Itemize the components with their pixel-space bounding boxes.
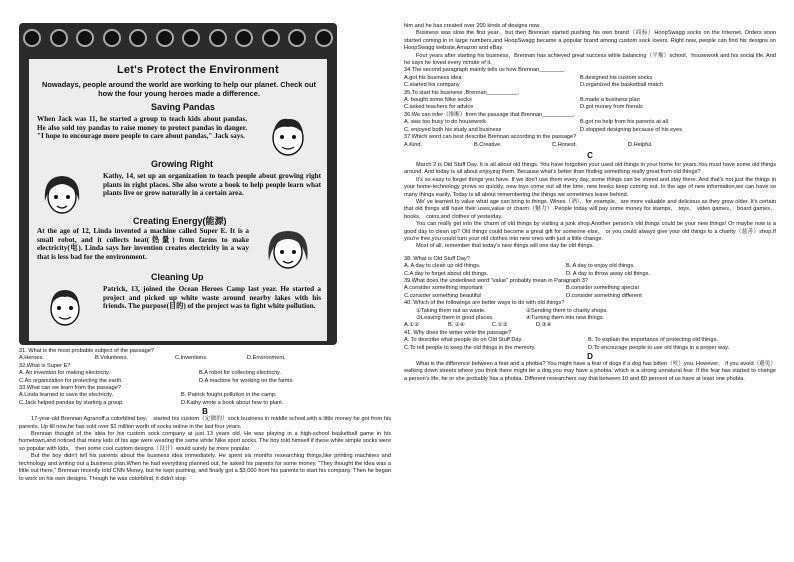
right-column [404,23,776,383]
option-d: D.organized the basketball match [580,82,664,89]
option-c: C.①③ [492,322,508,329]
question-33: 33.What can we learn from the passage? [19,385,121,392]
option-b: B.designed his custom socks [580,74,653,81]
question-41: 41. Why does the writer write the passage? [404,329,512,336]
question-37: 37.Which word can best describe Brennan according to the passage? [404,134,577,141]
options-36-row2 [404,127,776,134]
option-d: D.③④ [536,322,552,329]
option-b: B.got no help from his parents at all [580,119,668,126]
statements-40-row1 [404,308,776,315]
poster-text-3: At the age of 12, Linda invented a machine called Super E. It is a small robot, and it collects heat(热量) from farms to make electricity(电). Linda says her invention creates electricity in a way that is less bad for the environment. [37,227,249,261]
option-c: C.To tell people to keep the old things in the memory. [404,344,536,351]
ring-icon [209,29,227,47]
option-a: A.Kind. [404,141,423,148]
option-a: A.got his business idea [404,74,462,81]
option-b: B. ②④ [448,322,465,329]
option-c: C.started his company [404,82,460,89]
section-b-heading: B [202,407,208,417]
ring-icon [103,29,121,47]
poster-text-2: Kathy, 14, set up an organization to teach people about growing right plants in right places. She also wrote a book to help people learn what plants live or grow naturally in a certain area. [103,172,321,198]
question-36: 36.We can infer（推断）from the passage that Brennan__________. [404,111,575,118]
option-b: B.made a business plan [580,97,640,104]
option-a: A.①② [404,322,420,329]
poster-heading-4: Cleaning Up [151,272,204,282]
poster-photo [19,23,337,345]
option-b: B. Patrick fought pollution in the camp. [181,392,277,399]
option-d: D.Environment. [247,355,286,362]
option-b: B.Creative. [474,141,502,148]
question-38: 38. What is Old Stuff Day? [404,255,470,262]
options-41-row2 [404,345,776,352]
question-39: 39.What does the underlined word "value" probably mean in Paragraph 3? [404,278,589,284]
options-40 [404,322,776,329]
options-34-row2 [404,82,776,89]
passage-c-para-3: We' ve learned to value what age can bring to things. Wines（酒），for example，are more valuable and delicious as they grow older. It's certain that old things still have their uses,value or charm（魅力）.People today will pay some money for stamps， toys， video games， board games，books， coins,and clothes of yesterday. [404,198,776,220]
girl-face-icon [39,171,85,219]
option-d: D.stopped designing because of his eyes [580,126,682,133]
passage-d-para-1: What is the difference between a fear and a phobia? You might have a fear of dogs if a dog has bitten（咬）you. However， if you avoid（避免） walking down streets where you think there might be a dog,you may have a phobia, which is a strong unnatural fear. If the fear has started to change a person's life, he or she probably has a phobia. Different researchers say that between 10 and 80 percent of us have at least one phobia. [404,361,776,382]
poster-heading-2: Growing Right [151,159,213,169]
passage-c-para-2: It's so easy to forget things you have. If we don't use them every day, some things can be stored and stay there. And that's not just the things in your home-technology grows so quickly, new toys come out all the time, new books keep coming out. In the age of new information,we can have so many things easily. Today is all about remembering the things we sometimes leave behind. [404,176,776,198]
section-c-heading: C [587,150,593,160]
left-column [19,348,391,483]
ring-icon [129,29,147,47]
options-32-row2 [19,378,391,385]
question-34: 34.The second paragraph mainly tells us how Brennan________. [404,67,566,74]
option-a: A. To describe what people do on Old Stuff Day. [404,337,523,344]
ring-icon [156,29,174,47]
option-a: A.consider something important [404,285,483,292]
option-d: D.consider something different [566,292,642,299]
passage-c-para-4: You can really get into the charm of old things by visiting a junk shop.Another person's old things could be your new things! Or maybe now is a good day to clean up? Old things could become a great gift for someone else， or you could always give your old things to a charity（慈善）shop.If you're free,you could turn your old clothes into new ones with just a little change. [404,221,776,242]
passage-b-para-4: Business was slow the first year，but then Brennan started pushing his own brand（商标）HoopSwagg socks on the Internet. Orders soon started coming in in large numbers,and HoopSwagg became a popular brand among custom sock lovers. Right now, people can find his designs on HoopSwagg website,Amazon and eBay. [404,30,776,52]
option-c: C.An organization for protecting the earth. [19,377,123,384]
statement-4: ④Turning them into new things. [526,315,605,322]
option-a: A. was too busy to do housework [404,119,487,126]
poster-page [29,59,327,341]
linda-face-icon [263,225,313,275]
options-38-row2 [404,271,776,278]
option-c: C.A day to forget about old things. [404,270,489,277]
option-b: B. To explain the importance of protecting old things. [588,337,718,344]
option-d: D.Helpful. [628,141,653,148]
question-32: 32.What is Super E? [19,362,71,369]
option-c: C.Jack helped pandas by starting a group. [19,399,124,406]
statement-3: ③Leaving them in good places. [416,315,494,322]
poster-heading-1: Saving Pandas [151,102,216,112]
passage-b-para-5: Four years after starting his business，Brennan has achieved great success while balancing（平衡）school，housework and his social life. And he says he loved every minute of it. [404,52,776,67]
passage-c-para-5: Most of all, remember that today's new things will one day be old things. [416,243,594,250]
ring-icon [288,29,306,47]
poster-intro: Nowadays, people around the world are working to help our planet. Check out how the four young heroes made a difference. [42,80,316,98]
passage-b-continued: him and he has created over 200 kinds of designs now. [404,23,541,29]
option-b: B.Volunteers. [95,355,129,362]
ring-icon [50,29,68,47]
option-a: A. An invention for making electricity. [19,370,110,377]
passage-c-para-1: March 2 is Old Stuff Day. It is all about old things. You have forgotten your used old things in your home for years.You must have some old things around. And today is all about enjoying them. Because what's better than finding something really great from old things? [404,161,776,176]
ring-icon [182,29,200,47]
option-b: B. A day to enjoy old things. [566,263,635,270]
poster-text-1: When Jack was 11, he started a group to teach kids about pandas. He also sold toy pandas to raise money to protect pandas in danger. "I hope to encourage more people to care about pandas," Jack says. [37,115,247,141]
section-d-heading: D [587,352,593,362]
boy-face-icon [265,113,311,159]
options-37 [404,142,776,149]
options-36-row1 [404,119,776,126]
option-d: D.A machine for working on the farms. [199,377,294,384]
option-c: C.Honest. [552,141,577,148]
ring-icon [235,29,253,47]
options-33-row1 [19,392,391,399]
option-a: A.Heroes. [19,355,44,362]
option-c: C.consider something beautiful [404,292,481,299]
poster-text-4: Patrick, 13, joined the Ocean Heroes Camp last year. He started a project and picked up white waste around nearby lakes with his friends. The purpose(目的) of the project was to fight white pollution. [103,285,321,311]
passage-b-para-3: But the boy didn't tell his parents about the business idea immediately. He spent six months researching things,like printing machines and technology and writing out a business plan.When he had everything planned out, he asked his parents for some money. "They thought the idea was a little out there," Brennan recently told CNN Money, but he kept pushing, and finally got a $3,000 from his parents to start his company. Then he began to work on his own designs. Though he was colorblind, it didn't stop [19,453,391,482]
question-35: 35.To start his business ,Brennan__________. [404,89,520,96]
option-d: D. A day to throw away old things. [566,270,650,277]
question-40: 40. Which of the followings are better ways to do with old things? [404,300,565,307]
option-a: A. bought some Nike socks [404,97,472,104]
patrick-face-icon [43,284,87,330]
ring-icon [315,29,333,47]
passage-b-para-2: Brennan thought of the idea for his custom sock company at just 13 years old. He was playing in a high-school basketball game in his hometown,and noticed that many kids of his age were wearing the same white Nike sport socks. The boy told himself if these white simple socks were so popular with kids， then some cool custom designs（设计）would surely be more popular. [19,431,391,452]
options-31 [19,355,391,362]
options-39-row2 [404,293,776,300]
options-41-row1 [404,337,776,344]
option-a: A.Linda learned to save the electricity. [19,392,114,399]
poster-title: Let's Protect the Environment [117,64,279,76]
options-34-row1 [404,75,776,82]
notebook-rings [19,29,337,47]
option-c: C. enjoyed both his study and business [404,126,502,133]
options-39-row1 [404,285,776,292]
ring-icon [262,29,280,47]
options-35-row2 [404,104,776,111]
option-c: C.Inventions. [175,355,208,362]
statement-1: ①Taking them out as waste. [416,307,486,314]
options-38-row1 [404,263,776,270]
option-d: D.got money from friends [580,104,643,111]
option-a: A. A day to clean up old things. [404,263,481,270]
option-b: B.A robot for collecting electricity. [199,370,281,377]
passage-b-para-1: 17-year-old Brennan Agranoff,a colorblind boy， started his custom（定做的）sock business in middle school,with a little money he got from his parents. Up till now,he has sold over $1 million worth of socks online in the last four years. [19,416,391,430]
option-d: D.Kathy wrote a book about how to plant. [181,399,284,406]
ring-icon [23,29,41,47]
poster-heading-3: Creating Energy(能源) [133,216,227,226]
statement-2: ②Sending them to charity shops. [526,307,608,314]
options-33-row2 [19,400,391,407]
options-35-row1 [404,97,776,104]
options-32-row1 [19,370,391,377]
ring-icon [76,29,94,47]
option-b: B.consider something special [566,285,639,292]
option-d: D.To encourage people to use old things in a proper way. [588,344,730,351]
question-31: 31. What is the most probable subject of the passage? [19,348,154,354]
option-c: C.asked teachers for advice [404,104,474,111]
